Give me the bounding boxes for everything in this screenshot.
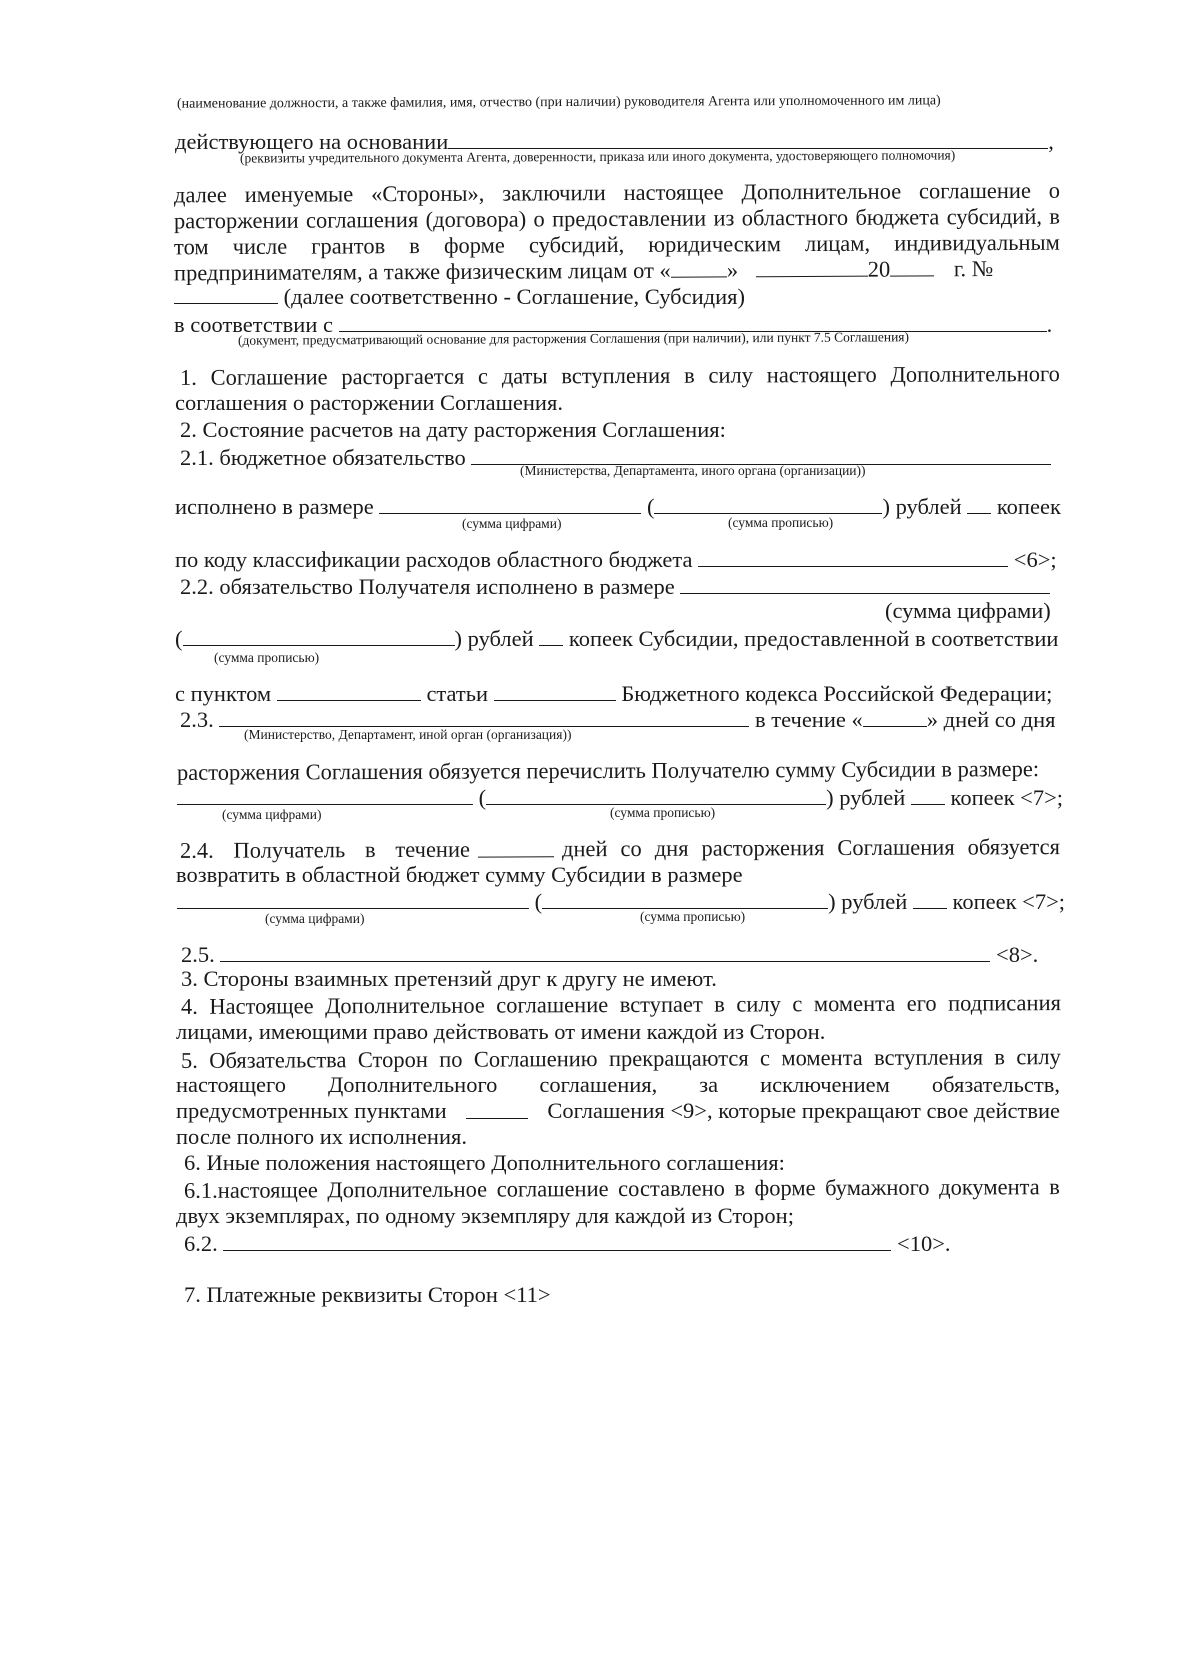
hint-p23: (Министерство, Департамент, иной орган (организация)) xyxy=(244,727,572,742)
word: прекращаются xyxy=(608,1045,749,1072)
word: соглашения, xyxy=(539,1072,658,1097)
word: с xyxy=(759,1045,771,1071)
p24-part-b xyxy=(562,836,1060,861)
p6: 6. Иные положения настоящего Дополнительного соглашения: xyxy=(184,1150,785,1175)
word: субсидий, xyxy=(528,231,625,258)
p24-line-1 xyxy=(180,836,1060,862)
paren-open: ( xyxy=(534,889,543,914)
accordance-blank[interactable] xyxy=(339,313,1047,332)
p24-part-a xyxy=(179,836,471,863)
word: по xyxy=(439,1046,463,1072)
day-blank[interactable] xyxy=(671,258,727,277)
hint-sum-digits-1: (сумма цифрами) xyxy=(462,516,562,531)
p62-num: 6.2. xyxy=(184,1231,218,1256)
note-8: <8>. xyxy=(996,942,1039,967)
word: силу xyxy=(708,362,754,388)
word: исключением xyxy=(760,1072,890,1097)
word: Обязательства xyxy=(209,1047,347,1073)
year-blank[interactable] xyxy=(890,257,934,276)
acting-blank[interactable] xyxy=(448,130,1048,149)
word: в xyxy=(994,1044,1006,1070)
p25-num: 2.5. xyxy=(181,942,215,967)
p22-blank[interactable] xyxy=(680,575,1050,594)
sum-digits-right: (сумма цифрами) xyxy=(885,598,1051,623)
word: 1. xyxy=(179,364,197,390)
word: силу xyxy=(736,991,781,1017)
word: в xyxy=(684,362,695,388)
p23-blank[interactable] xyxy=(219,708,749,727)
code-line-text: по коду классификации расходов областного бюджета xyxy=(175,547,693,572)
rub-text: ) рублей xyxy=(826,785,906,810)
paren-open: ( xyxy=(175,626,183,651)
accordance-dot: . xyxy=(1046,312,1053,337)
p5-line-3 xyxy=(176,1100,1060,1123)
word: предоставлении xyxy=(552,205,707,232)
p21-kop-blank[interactable] xyxy=(967,495,991,514)
p22-tail: копеек Субсидии, предоставленной в соответствии xyxy=(568,626,1059,651)
p5-line-4: после полного их исполнения. xyxy=(176,1124,467,1149)
intro-line-1 xyxy=(173,177,1061,208)
budget-code-text: Бюджетного кодекса Российской Федерации; xyxy=(621,681,1053,706)
word: Получатель xyxy=(233,837,346,863)
word: за xyxy=(699,1072,719,1097)
word: 4. xyxy=(180,993,198,1019)
word: о xyxy=(533,206,545,232)
word: момента xyxy=(781,1044,863,1071)
hint-sum-words-4: (сумма прописью) xyxy=(640,909,746,924)
word: именуемые xyxy=(244,181,354,207)
p4-line-2: лицами, имеющими право действовать от имени каждой из Сторон. xyxy=(176,1019,826,1044)
word: из xyxy=(713,205,735,231)
word: о xyxy=(1048,177,1061,203)
item-blank[interactable] xyxy=(277,682,421,701)
word: в xyxy=(734,1175,746,1201)
p24-kop-blank[interactable] xyxy=(913,890,947,909)
word: с xyxy=(792,991,803,1017)
p23-days-blank[interactable] xyxy=(863,708,927,727)
word: грантов xyxy=(311,233,386,259)
word: составлено xyxy=(618,1175,725,1202)
word: 6.1.настоящее xyxy=(183,1177,318,1203)
acting-comma: , xyxy=(1048,129,1054,154)
paren-open: ( xyxy=(478,785,487,810)
p3: 3. Стороны взаимных претензий друг к другу не имеют. xyxy=(181,966,717,991)
p7: 7. Платежные реквизиты Сторон <11> xyxy=(184,1282,551,1307)
p23-within: в течение « xyxy=(755,707,863,732)
p4-line-1 xyxy=(181,992,1061,1018)
word: соглашение xyxy=(496,1176,609,1202)
p5-line-3a: предусмотренных пунктами xyxy=(176,1098,447,1123)
year-prefix: 20 xyxy=(867,256,891,282)
p24-sum-words-blank[interactable] xyxy=(542,890,828,909)
word: соглашение xyxy=(918,177,1031,204)
word: лицам, xyxy=(804,230,871,257)
word: в xyxy=(364,837,376,863)
paren-open: ( xyxy=(646,494,655,519)
acting-text: действующего на основании xyxy=(175,129,449,154)
p1-line-1 xyxy=(180,363,1060,389)
word: Дополнительное xyxy=(741,178,902,205)
p21-exec-text: исполнено в размере xyxy=(175,494,374,519)
hint-acting: (реквизиты учредительного документа Агента, доверенности, приказа или иного документа, удостоверяющего полномочия) xyxy=(239,147,956,166)
rub-text: ) рублей xyxy=(454,626,534,651)
hint-sum-words-2: (сумма прописью) xyxy=(214,650,320,665)
word: «Стороны», xyxy=(370,180,485,207)
word: обязуется xyxy=(967,834,1060,860)
p62-blank[interactable] xyxy=(223,1232,891,1251)
word: индивидуальным xyxy=(894,229,1060,256)
p21-exec-line xyxy=(175,495,1059,519)
word: форме xyxy=(443,232,505,258)
word: в xyxy=(409,233,420,259)
word: Соглашение xyxy=(210,364,328,390)
p22-text: 2.2. обязательство Получателя исполнено в размере xyxy=(180,574,675,599)
intro-line-5-text: (далее соответственно - Соглашение, Субсидия) xyxy=(283,284,745,309)
word: том xyxy=(173,234,209,260)
p5-line-3b: Соглашения <9>, которые прекращают свое действие xyxy=(547,1098,1060,1123)
p22-line xyxy=(180,575,1050,599)
word: Соглашения xyxy=(837,834,955,861)
hint-sum-digits-3: (сумма цифрами) xyxy=(222,807,322,822)
word: дней xyxy=(561,836,608,862)
word: вступления xyxy=(874,1044,984,1070)
with-item-text: с пунктом xyxy=(175,681,272,706)
word: подписания xyxy=(948,990,1061,1016)
word: юридическим xyxy=(648,231,781,257)
word: областного xyxy=(741,204,849,231)
p61-line-2: двух экземплярах, по одному экземпляру для каждой из Сторон; xyxy=(176,1203,794,1228)
p61-line-1 xyxy=(184,1176,1060,1202)
word: субсидий, xyxy=(946,203,1043,230)
word: Дополнительного xyxy=(890,361,1060,387)
item-article-line xyxy=(175,682,1059,706)
code-blank[interactable] xyxy=(698,548,1008,567)
quote-close: » xyxy=(726,257,739,283)
p5-line-2 xyxy=(176,1074,1060,1097)
hint-p21: (Министерства, Департамента, иного органа (организации)) xyxy=(520,463,866,478)
word: числе xyxy=(232,233,288,260)
word: Сторон xyxy=(357,1046,428,1073)
p21-sum-digits-blank[interactable] xyxy=(379,495,641,514)
word: вступает xyxy=(619,991,703,1018)
rub-text: ) рублей xyxy=(828,889,908,914)
word: в xyxy=(1049,203,1060,229)
p24-days-blank[interactable] xyxy=(478,838,554,857)
word: бумажного xyxy=(825,1174,930,1201)
note-10: <10>. xyxy=(897,1231,951,1256)
word: вступления xyxy=(561,362,671,389)
article-blank[interactable] xyxy=(494,682,616,701)
word: его xyxy=(906,990,937,1016)
word: Дополнительного xyxy=(327,1072,498,1097)
p23-kop-blank[interactable] xyxy=(911,786,945,805)
article-text: статьи xyxy=(426,681,489,706)
word: в xyxy=(714,991,725,1017)
p2-heading: 2. Состояние расчетов на дату расторжения Соглашения: xyxy=(180,417,726,442)
intro-line-4-text: предпринимателям, а также физическим лицам от « xyxy=(173,257,671,286)
word: настоящего xyxy=(176,1072,286,1097)
word: расторжения xyxy=(701,835,825,861)
number-sign: г. № xyxy=(953,256,994,282)
word: Соглашению xyxy=(473,1046,598,1072)
p23-line-2: расторжения Соглашения обязуется перечислить Получателю сумму Субсидии в размере: xyxy=(176,756,1040,785)
hint-head: (наименование должности, а также фамилия, имя, отчество (при наличии) руководителя Агента или уполномоченного им лица) xyxy=(176,93,941,112)
p21-text: 2.1. бюджетное обязательство xyxy=(180,445,466,470)
word: бюджета xyxy=(855,204,940,230)
p22-kop-blank[interactable] xyxy=(539,627,563,646)
p23-sum-words-blank[interactable] xyxy=(486,786,826,805)
word: с xyxy=(477,363,489,389)
word: (договора) xyxy=(425,206,527,233)
word: 2.4. xyxy=(179,837,214,863)
p24-sum-line xyxy=(177,889,1066,914)
month-blank[interactable] xyxy=(756,258,868,278)
word: в xyxy=(1049,1174,1060,1200)
p25-blank[interactable] xyxy=(220,943,990,962)
word: соглашения xyxy=(305,207,419,233)
note-6: <6>; xyxy=(1013,547,1057,572)
p5-line-1 xyxy=(181,1046,1061,1072)
intro-line-2 xyxy=(173,203,1060,234)
word: форме xyxy=(754,1175,816,1201)
p23-days: » дней со дня xyxy=(926,707,1056,732)
word: Настоящее xyxy=(209,993,314,1019)
word: соглашение xyxy=(496,992,609,1018)
accordance-text: в соответствии с xyxy=(174,312,333,337)
p22-sum-words-blank[interactable] xyxy=(183,627,455,646)
hint-sum-words-3: (сумма прописью) xyxy=(610,805,716,820)
rub-text: ) рублей xyxy=(882,494,962,519)
kop-7: копеек <7>; xyxy=(950,785,1064,810)
word: настоящего xyxy=(766,361,877,388)
word: даты xyxy=(501,363,548,389)
word: момента xyxy=(813,990,896,1017)
word: заключили xyxy=(502,180,606,206)
word: расторжении xyxy=(173,207,299,234)
p21-sum-words-blank[interactable] xyxy=(654,495,882,514)
number-blank[interactable] xyxy=(174,285,278,304)
word: силу xyxy=(1016,1044,1061,1070)
hint-accordance: (документ, предусматривающий основание для расторжения Соглашения (при наличии), или пункт 7.5 Соглашения) xyxy=(237,329,910,348)
word: течение xyxy=(395,836,471,862)
word: дня xyxy=(654,835,689,861)
kop-7: копеек <7>; xyxy=(952,889,1066,914)
word: далее xyxy=(173,182,227,208)
word: со xyxy=(620,835,642,861)
intro-line-4 xyxy=(174,257,1060,285)
word: настоящее xyxy=(623,179,724,205)
p62-line xyxy=(184,1232,984,1256)
p24-line-2: возвратить в областной бюджет сумму Субсидии в размере xyxy=(176,862,743,887)
p24-sum-digits-blank[interactable] xyxy=(177,890,529,909)
word: Дополнительное xyxy=(327,1176,488,1203)
word: обязательств, xyxy=(931,1072,1060,1097)
word: расторгается xyxy=(341,363,465,390)
intro-line-5 xyxy=(174,285,745,309)
p23-sum-digits-blank[interactable] xyxy=(177,786,473,805)
intro-line-3 xyxy=(173,229,1060,260)
p1-line-2: соглашения о расторжении Соглашения. xyxy=(175,390,563,415)
word: 5. xyxy=(180,1047,198,1073)
p23-num: 2.3. xyxy=(180,707,214,732)
hint-sum-digits-4: (сумма цифрами) xyxy=(265,911,365,926)
kop-text: копеек xyxy=(996,494,1061,519)
p25-line xyxy=(181,943,1061,967)
code-line xyxy=(175,548,1059,572)
hint-sum-words-1: (сумма прописью) xyxy=(728,515,834,530)
p22-words-line xyxy=(175,627,1059,651)
word: Дополнительное xyxy=(324,992,485,1019)
p5-items-blank[interactable] xyxy=(466,1100,528,1119)
word: документа xyxy=(939,1174,1040,1200)
